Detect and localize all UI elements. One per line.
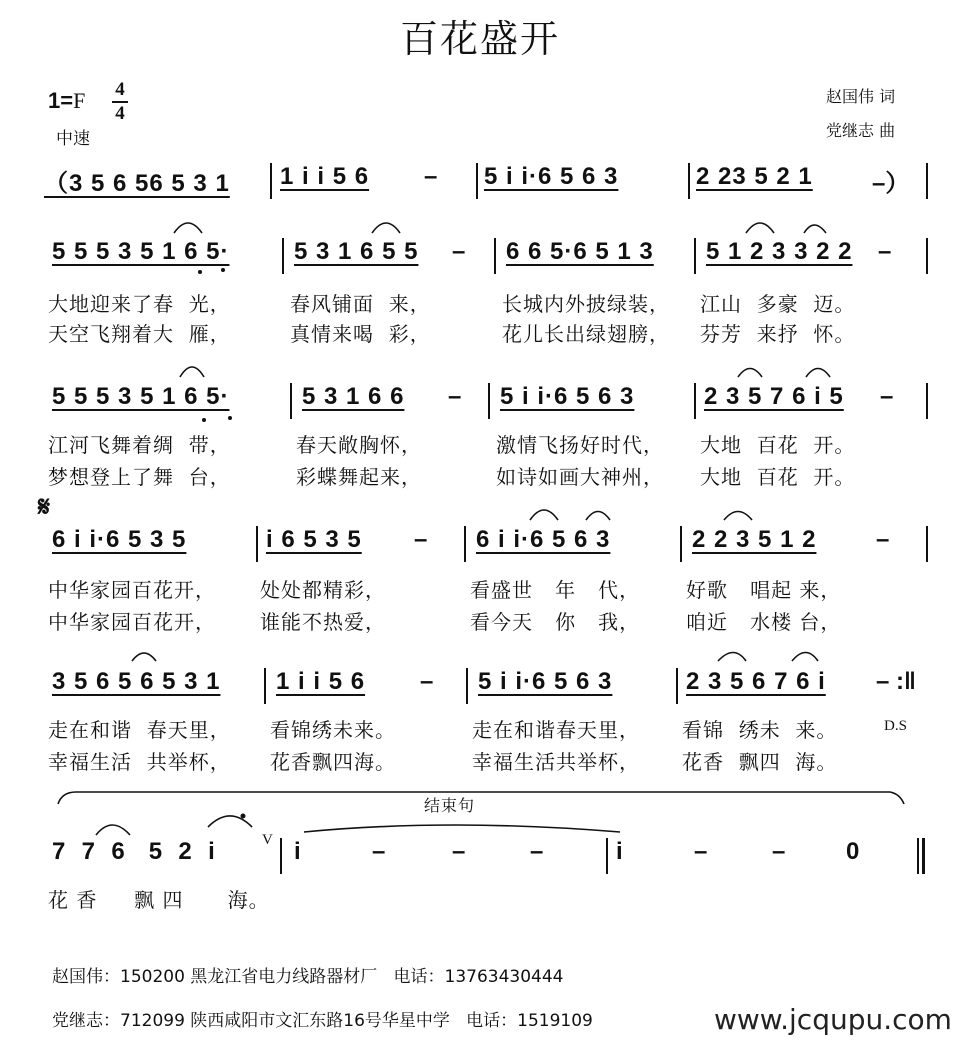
measure-4-3: 6 i i·6 5 6 3 [476,526,611,553]
measure-2-4: 5 1 2 3 3 2 2 [706,238,853,265]
time-sig-bottom: 4 [115,103,125,124]
measure-5-4: 2 3 5 6 7 6 i [686,668,826,695]
bar-line [264,668,266,704]
bar-line [282,238,284,274]
measure-4-4: 2 2 3 5 1 2 [692,526,817,553]
lyric: 谁能不热爱， [260,610,386,634]
final-bar-line [917,838,919,874]
lyricist-credit: 赵国伟 词 [826,87,896,106]
bar-line [926,526,928,562]
extension-dash: – [414,526,428,553]
measure-3-3: 5 i i·6 5 6 3 [500,383,635,410]
lyric: 花香飘四海。 [270,750,396,774]
measure-1-4: 2 23 5 2 1 [696,163,813,190]
measure-3-1: 5 5 5 3 5 1 6 5· [52,383,230,410]
extension-dash: – [530,838,544,865]
lyric: 大地 百花 开。 [700,465,856,489]
bar-line [464,526,466,562]
footer-composer-contact: 党继志：712099 陕西咸阳市文汇东路16号华星中学 电话：1519109 [52,1011,593,1031]
lyric: 幸福生活 共举杯， [48,750,231,774]
measure-5-3: 5 i i·6 5 6 3 [478,668,613,695]
dal-segno-mark: D.S [884,718,907,734]
extension-dash: – [694,838,708,865]
bar-line [680,526,682,562]
lyric: 看今天 你 我， [470,610,641,634]
lyric: 激情飞扬好时代， [496,433,664,457]
measure-6-3: i [616,838,624,865]
bar-line [926,383,928,419]
lyric: 江河飞舞着绸 带， [48,433,231,457]
bar-line [676,668,678,704]
bar-line [280,838,282,874]
extension-dash: – [880,383,894,410]
lyric: 走在和谐春天里， [472,718,640,742]
bar-line [494,238,496,274]
bar-line [688,163,690,199]
lyric: 看锦绣未来。 [270,718,396,742]
extension-dash: – [448,383,462,410]
bar-line [694,238,696,274]
extension-dash: – [420,668,434,695]
lyric: 真情来喝 彩， [290,322,431,346]
extension-dash: – [876,526,890,553]
key-label: 1= [48,88,74,113]
bar-line [476,163,478,199]
rest-note: 0 [846,838,861,865]
measure-4-1: 6 i i·6 5 3 5 [52,526,187,553]
extension-dash: – [452,838,466,865]
lyric: 中华家园百花开， [48,578,216,602]
site-watermark: www.jcqupu.com [710,1003,956,1036]
lyric: 花香 飘四 海。 [682,750,838,774]
measure-1-3: 5 i i·6 5 6 3 [484,163,619,190]
extension-dash: –） [872,170,910,197]
lyric: 走在和谐 春天里， [48,718,231,742]
measure-5-1: 3 5 6 5 6 5 3 1 [52,668,221,695]
extension-dash: – [878,238,892,265]
measure-2-2: 5 3 1 6 5 5 [294,238,419,265]
lyric: 梦想登上了舞 台， [48,465,231,489]
measure-3-2: 5 3 1 6 6 [302,383,405,410]
bar-line [926,238,928,274]
lyric: 幸福生活共举杯， [472,750,640,774]
lyric: 花儿长出绿翅膀， [502,322,670,346]
lyric: 彩蝶舞起来， [296,465,422,489]
lyric: 大地 百花 开。 [700,433,856,457]
key-note: F [73,88,86,113]
measure-6-1: 7 7 6 5 2 i [52,838,216,865]
footer-lyricist-contact: 赵国伟：150200 黑龙江省电力线路器材厂 电话：13763430444 [52,967,564,987]
tempo-marking: 中速 [56,129,90,149]
measure-1-1: （3 5 6 56 5 3 1 [44,170,230,197]
measure-6-2: i [294,838,302,865]
lyric: 春风铺面 来， [290,292,431,316]
time-sig-top: 4 [115,79,125,100]
lyric: 江山 多豪 迈。 [700,292,856,316]
lyric: 咱近 水楼 台， [686,610,842,634]
measure-5-2: 1 i i 5 6 [276,668,366,695]
repeat-end-sign: – :‖ [876,668,916,695]
extension-dash: – [772,838,786,865]
lyric: 春天敞胸怀， [296,433,422,457]
lyric: 花 香 飘 四 海。 [48,888,270,912]
breath-mark: V [262,832,273,848]
extension-dash: – [372,838,386,865]
extension-dash: – [452,238,466,265]
lyric: 处处都精彩， [260,578,386,602]
lyric: 中华家园百花开， [48,610,216,634]
time-signature [112,80,128,124]
extension-dash: – [424,163,438,190]
lyric: 好歌 唱起 来， [686,578,842,602]
coda-label: 结束句 [424,796,476,815]
lyric: 如诗如画大神州， [496,465,664,489]
lyric: 天空飞翔着大 雁， [48,322,231,346]
composer-credit: 党继志 曲 [826,121,896,140]
bar-line [270,163,272,199]
lyric: 看锦 绣未 来。 [682,718,838,742]
measure-3-4: 2 3 5 7 6 i 5 [704,383,844,410]
bar-line [606,838,608,874]
bar-line [466,668,468,704]
lyric: 芬芳 来抒 怀。 [700,322,856,346]
bar-line [256,526,258,562]
segno-sign: 𝄋 [38,490,51,523]
measure-2-3: 6 6 5·6 5 1 3 [506,238,654,265]
lyric: 看盛世 年 代， [470,578,641,602]
measure-1-2: 1 i i 5 6 [280,163,370,190]
lyric: 大地迎来了春 光， [48,292,231,316]
measure-4-2: i 6 5 3 5 [266,526,362,553]
score-title: 百花盛开 [399,17,560,61]
bar-line [926,163,928,199]
bar-line [488,383,490,419]
final-bar-line-thick [922,838,925,874]
measure-2-1: 5 5 5 3 5 1 6 5· [52,238,230,265]
key-signature [48,88,85,114]
bar-line [694,383,696,419]
bar-line [290,383,292,419]
lyric: 长城内外披绿装， [502,292,670,316]
